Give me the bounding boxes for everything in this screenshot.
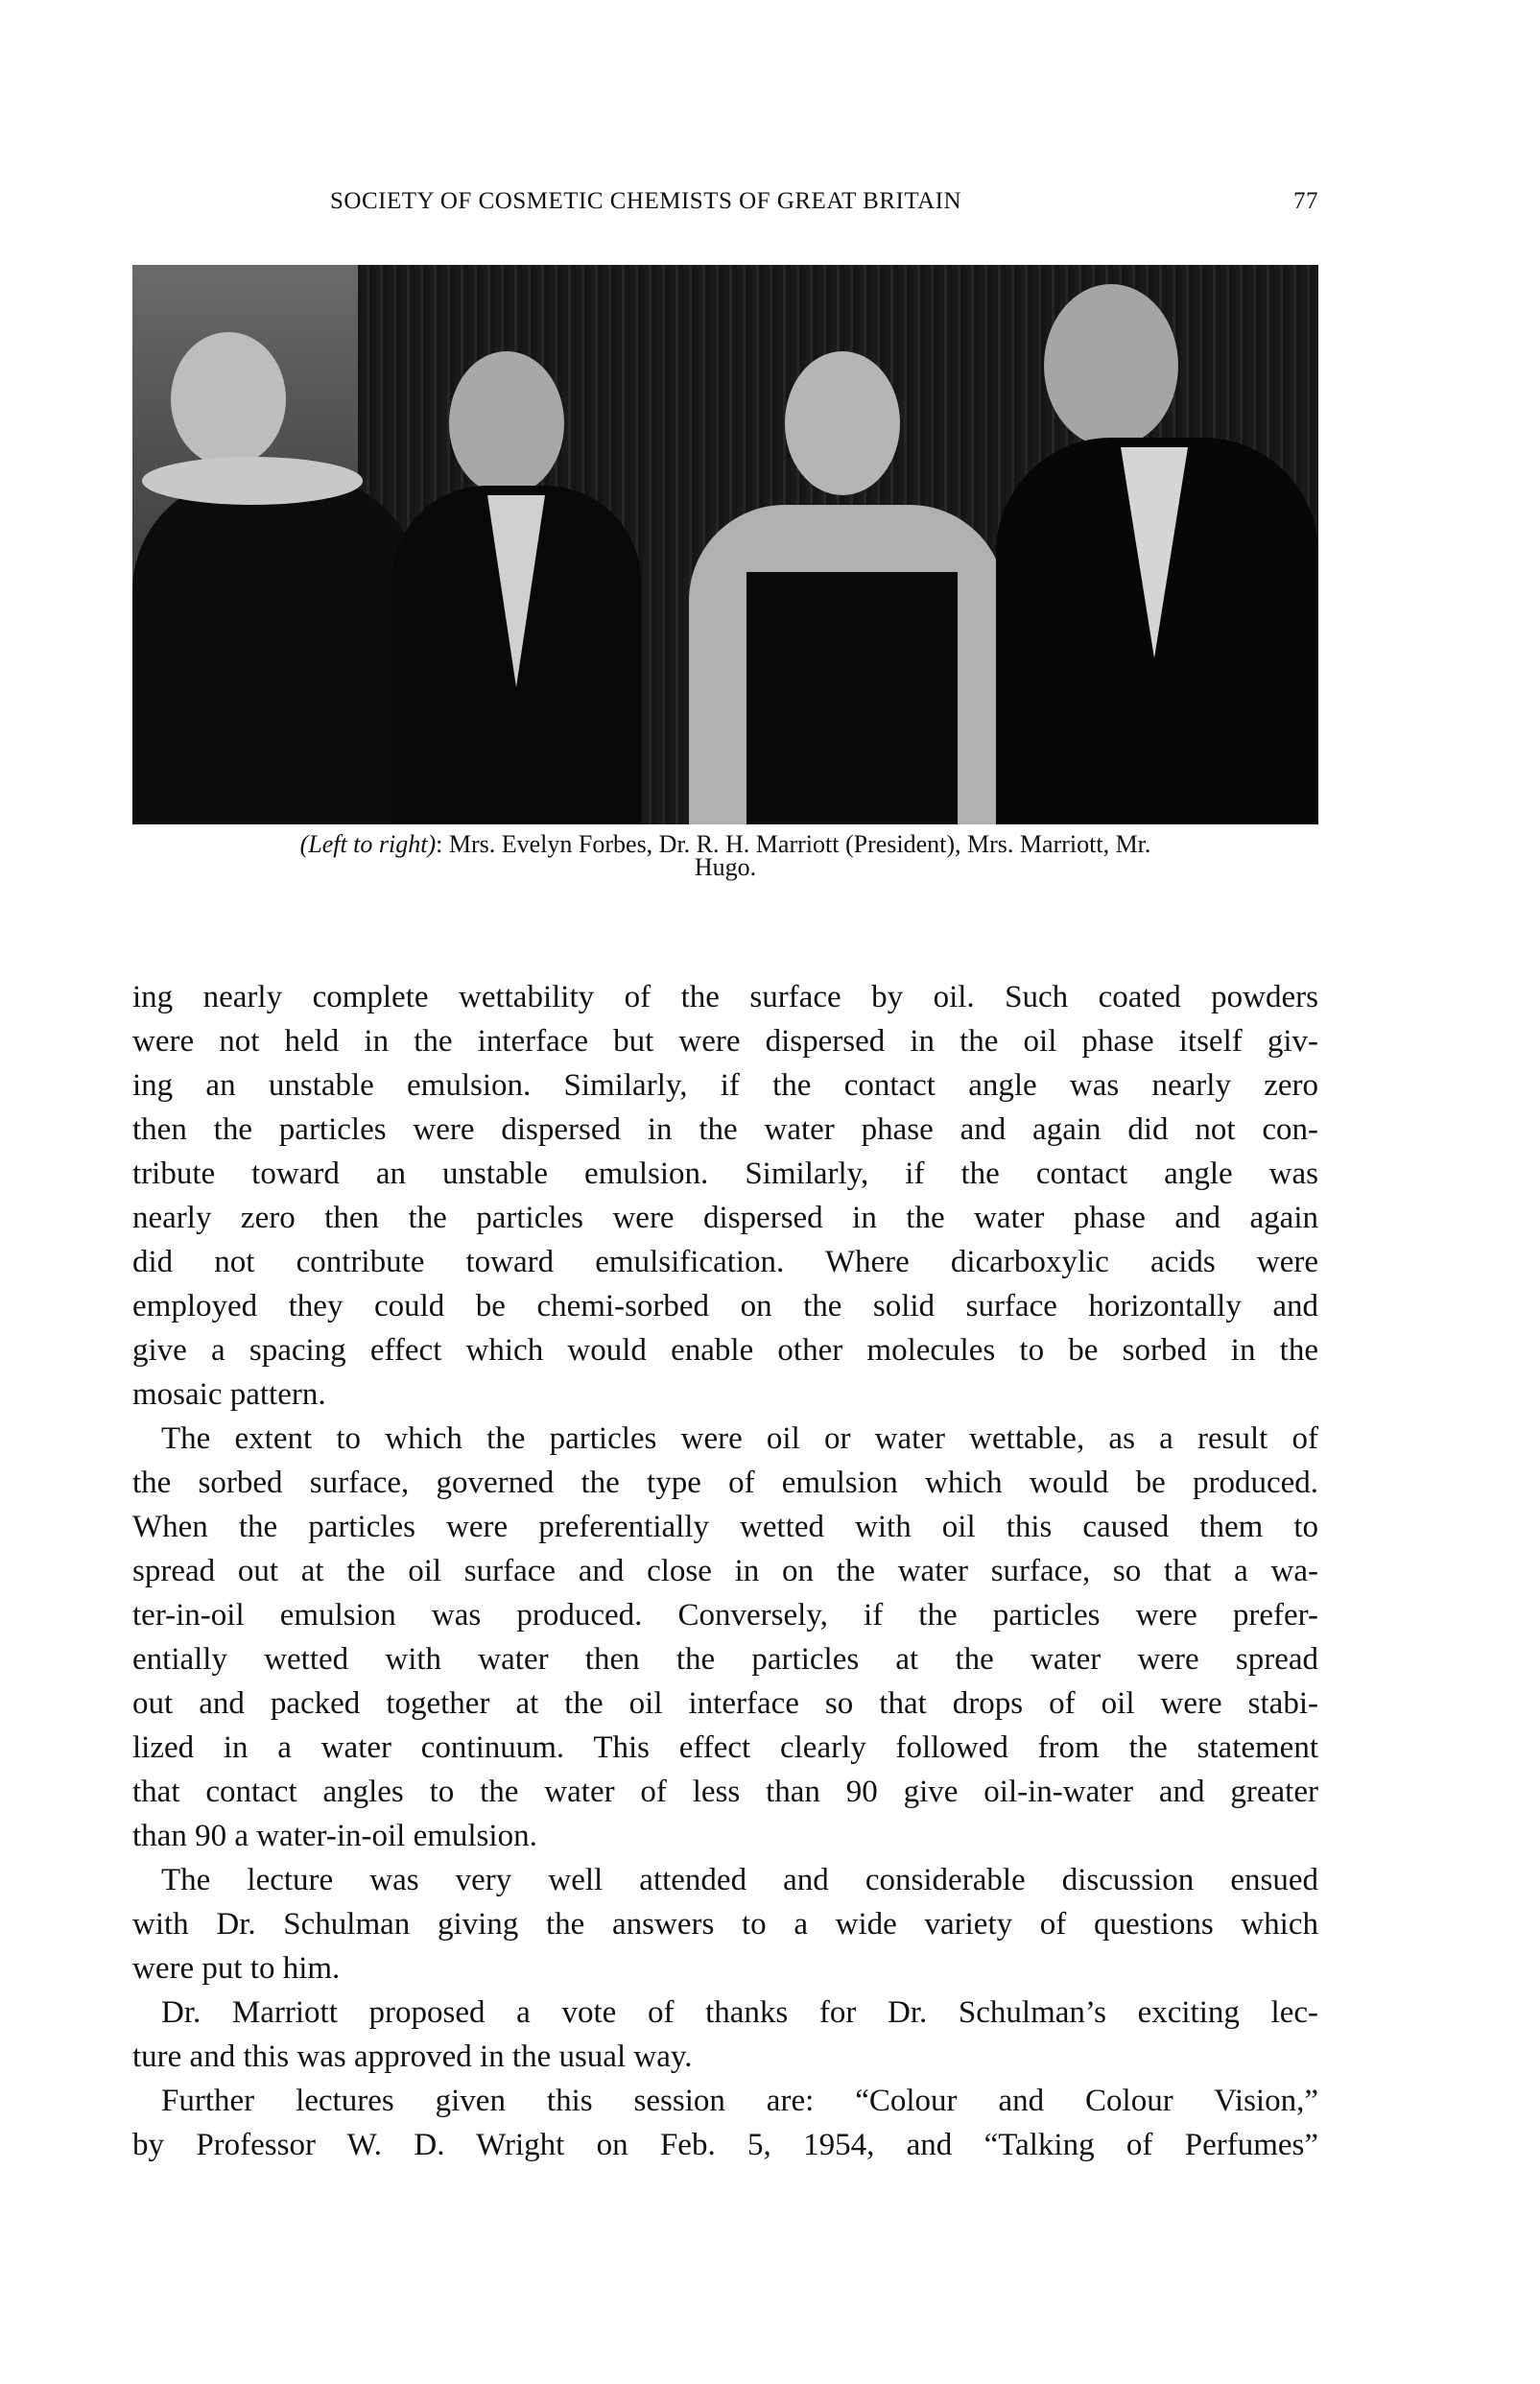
text-line: were not held in the interface but were dispersed in the oil phase itself giv- [132,1024,1318,1059]
figure-mrs-marriott [785,351,900,495]
caption-text-continued: Hugo. [694,853,757,881]
text-line: with Dr. Schulman giving the answers to a wide variety of questions which [132,1907,1318,1942]
paragraph [132,1991,1318,2079]
text-line: did not contribute toward emulsification. Where dicarboxylic acids were [132,1245,1318,1279]
text-line: were put to him. [132,1951,341,1986]
text-line: The extent to which the particles were oil or water wettable, as a result of [161,1421,1318,1456]
text-line: ture and this was approved in the usual way. [132,2039,693,2074]
caption-text: : Mrs. Evelyn Forbes, Dr. R. H. Marriott (President), Mrs. Marriott, Mr. [436,830,1151,858]
paragraph [132,975,1318,1417]
text-line: spread out at the oil surface and close in on the water surface, so that a wa- [132,1554,1318,1588]
figure-mrs-forbes-dress [132,476,420,824]
figure-mrs-forbes [171,332,286,466]
figure-mr-hugo [1044,284,1178,447]
text-line: lized in a water continuum. This effect clearly followed from the statement [132,1730,1318,1765]
journal-title: SOCIETY OF COSMETIC CHEMISTS OF GREAT BRITAIN [330,188,962,214]
text-line: employed they could be chemi-sorbed on the solid surface horizontally and [132,1289,1318,1323]
paragraph [132,1858,1318,1991]
group-photograph [132,265,1318,824]
paragraph [132,2079,1318,2167]
text-line: Dr. Marriott proposed a vote of thanks for Dr. Schulman’s exciting lec- [161,1995,1318,2030]
text-line: ing an unstable emulsion. Similarly, if the contact angle was nearly zero [132,1068,1318,1103]
text-line: the sorbed surface, governed the type of emulsion which would be produced. [132,1466,1318,1500]
paragraph [132,1417,1318,1858]
text-line: entially wetted with water then the particles at the water were spread [132,1642,1318,1677]
text-line: by Professor W. D. Wright on Feb. 5, 1954, and “Talking of Perfumes” [132,2128,1318,2162]
text-line: tribute toward an unstable emulsion. Similarly, if the contact angle was [132,1156,1318,1191]
text-line: that contact angles to the water of less than 90 give oil-in-water and greater [132,1775,1318,1809]
text-line: then the particles were dispersed in the water phase and again did not con- [132,1112,1318,1147]
page-number: 77 [1293,188,1318,214]
running-header [132,188,1318,221]
body-text [132,975,1318,2167]
text-line: out and packed together at the oil interface so that drops of oil were stabi- [132,1686,1318,1721]
caption-lead: (Left to right) [299,830,437,858]
text-line: When the particles were preferentially wetted with oil this caused them to [132,1510,1318,1544]
text-line: than 90 a water-in-oil emulsion. [132,1819,537,1853]
text-line: give a spacing effect which would enable other molecules to be sorbed in the [132,1333,1318,1368]
figure-dr-marriott [449,351,564,495]
figure-mrs-forbes-shoulders [142,457,363,505]
text-line: ing nearly complete wettability of the surface by oil. Such coated powders [132,980,1318,1014]
figure-mrs-marriott-dress [746,572,958,824]
text-line: nearly zero then the particles were dispersed in the water phase and again [132,1201,1318,1235]
text-line: ter-in-oil emulsion was produced. Conversely, if the particles were prefer- [132,1598,1318,1633]
text-line: The lecture was very well attended and considerable discussion ensued [161,1863,1318,1897]
photo-caption [132,830,1318,881]
text-line: mosaic pattern. [132,1377,326,1412]
text-line: Further lectures given this session are: “Colour and Colour Vision,” [161,2084,1318,2118]
